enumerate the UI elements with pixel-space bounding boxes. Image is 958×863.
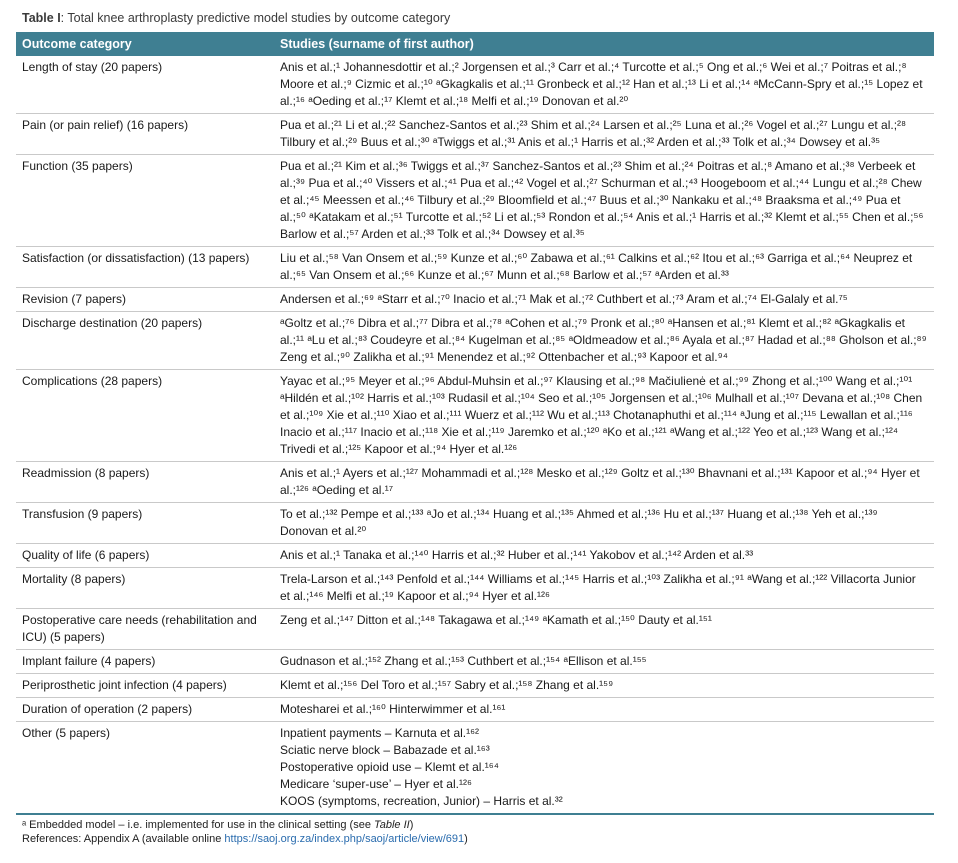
studies-text: Anis et al.;¹ Tanaka et al.;¹⁴⁰ Harris et al.;³² Huber et al.;¹⁴¹ Yakobov et al.;¹⁴² Arden et al.³³ <box>280 548 754 562</box>
references-footnote <box>22 832 950 846</box>
studies-text: Medicare ‘super-use’ – Hyer et al.¹²⁶ <box>280 777 472 791</box>
studies-text: Inpatient payments – Karnuta et al.¹⁶² <box>280 726 480 740</box>
table-row <box>16 56 934 114</box>
references-close: ) <box>464 833 468 845</box>
outcome-category-cell: Duration of operation (2 papers) <box>16 698 274 722</box>
table-header-row <box>16 32 934 56</box>
table-row <box>16 370 934 462</box>
studies-text: Klemt et al.;¹⁵⁶ Del Toro et al.;¹⁵⁷ Sabry et al.;¹⁵⁸ Zhang et al.¹⁵⁹ <box>280 678 614 692</box>
studies-text: Andersen et al.;⁶⁹ ᵃStarr et al.;⁷⁰ Inacio et al.;⁷¹ Mak et al.;⁷² Cuthbert et al.;⁷³ Aram et al.;⁷⁴ El-Galaly et al.⁷⁵ <box>280 292 848 306</box>
studies-text: Trela-Larson et al.;¹⁴³ Penfold et al.;¹⁴⁴ Williams et al.;¹⁴⁵ Harris et al.;¹⁰³ Zalikha et al.;⁹¹ ᵃWang et al.;¹²² Villacorta Junior et al.;¹⁴⁶ Melfi et al.;¹⁹ Kapoor et al.;⁹⁴ Hyer et al.¹²⁶ <box>280 572 916 603</box>
outcome-category-cell: Transfusion (9 papers) <box>16 503 274 544</box>
table-row <box>16 288 934 312</box>
outcome-category-cell: Periprosthetic joint infection (4 papers) <box>16 674 274 698</box>
studies-text: Pua et al.;²¹ Kim et al.;³⁶ Twiggs et al.;³⁷ Sanchez-Santos et al.;²³ Shim et al.;²⁴ Poitras et al.;⁸ Amano et al.;³⁸ Verbeek et al.;³⁹ Pua et al.;⁴⁰ Vissers et al.;⁴¹ Pua et al.;⁴² Vogel et al.;²⁷ Schurman et al.;⁴³ Hoogeboom et al.;⁴⁴ Lungu et al.;²⁸ Chew et al.;⁴⁵ Meessen et al.;⁴⁶ Tilbury et al.;²⁹ Bloomfield et al.;⁴⁷ Buus et al.;³⁰ Nankaku et al.;⁴⁸ Braaksma et al.;⁴⁹ Pua et al.;⁵⁰ ᵃKatakam et al.;⁵¹ Turcotte et al.;⁵² Li et al.;⁵³ Rondon et al.;⁵⁴ Anis et al.;¹ Harris et al.;³² Klemt et al.;⁵⁵ Chen et al.;⁵⁶ Barlow et al.;⁵⁷ Arden et al.;³³ Tolk et al.;³⁴ Dowsey et al.³⁵ <box>280 159 924 241</box>
references-text: References: Appendix A (available online <box>22 833 225 845</box>
studies-cell <box>274 462 934 503</box>
outcome-category-cell: Complications (28 papers) <box>16 370 274 462</box>
studies-cell <box>274 247 934 288</box>
outcome-category-cell: Discharge destination (20 papers) <box>16 312 274 370</box>
studies-cell <box>274 114 934 155</box>
studies-text: To et al.;¹³² Pempe et al.;¹³³ ᵃJo et al.;¹³⁴ Huang et al.;¹³⁵ Ahmed et al.;¹³⁶ Hu et al.;¹³⁷ Huang et al.;¹³⁸ Yeh et al.;¹³⁹ Donovan et al.²⁰ <box>280 507 878 538</box>
studies-cell <box>274 155 934 247</box>
outcome-category-cell: Mortality (8 papers) <box>16 568 274 609</box>
studies-cell <box>274 288 934 312</box>
studies-cell <box>274 698 934 722</box>
embedded-footnote-text: ᵃ Embedded model – i.e. implemented for use in the clinical setting (see <box>22 819 374 831</box>
outcome-category-cell: Length of stay (20 papers) <box>16 56 274 114</box>
studies-text: Gudnason et al.;¹⁵² Zhang et al.;¹⁵³ Cuthbert et al.;¹⁵⁴ ᵃEllison et al.¹⁵⁵ <box>280 654 647 668</box>
page <box>16 0 950 846</box>
studies-cell <box>274 56 934 114</box>
outcome-category-cell: Quality of life (6 papers) <box>16 544 274 568</box>
studies-cell <box>274 674 934 698</box>
table-title: : Total knee arthroplasty predictive model studies by outcome category <box>60 11 451 25</box>
table-caption <box>22 10 950 26</box>
studies-cell <box>274 312 934 370</box>
studies-text: Motesharei et al.;¹⁶⁰ Hinterwimmer et al.¹⁶¹ <box>280 702 506 716</box>
table-row <box>16 247 934 288</box>
table-row <box>16 462 934 503</box>
table-row <box>16 155 934 247</box>
outcome-category-cell: Satisfaction (or dissatisfaction) (13 papers) <box>16 247 274 288</box>
studies-text: Sciatic nerve block – Babazade et al.¹⁶³ <box>280 743 490 757</box>
table-row <box>16 609 934 650</box>
table-row <box>16 698 934 722</box>
outcome-category-cell: Revision (7 papers) <box>16 288 274 312</box>
table-row <box>16 722 934 815</box>
table-row <box>16 544 934 568</box>
studies-cell <box>274 609 934 650</box>
studies-text: Anis et al.;¹ Ayers et al.;¹²⁷ Mohammadi et al.;¹²⁸ Mesko et al.;¹²⁹ Goltz et al.;¹³⁰ Bhavnani et al.;¹³¹ Kapoor et al.;⁹⁴ Hyer et al.;¹²⁶ ᵃOeding et al.¹⁷ <box>280 466 920 497</box>
table-body <box>16 56 934 814</box>
table-label: Table I <box>22 11 61 25</box>
studies-cell <box>274 370 934 462</box>
embedded-footnote-ref: Table II <box>374 819 410 831</box>
header-outcome-category: Outcome category <box>16 32 274 56</box>
studies-cell <box>274 503 934 544</box>
studies-text: Zeng et al.;¹⁴⁷ Ditton et al.;¹⁴⁸ Takagawa et al.;¹⁴⁹ ᵃKamath et al.;¹⁵⁰ Dauty et al.¹⁵¹ <box>280 613 712 627</box>
studies-text: KOOS (symptoms, recreation, Junior) – Harris et al.³² <box>280 794 563 808</box>
embedded-footnote-close: ) <box>409 819 414 831</box>
studies-cell <box>274 544 934 568</box>
outcome-category-cell: Pain (or pain relief) (16 papers) <box>16 114 274 155</box>
studies-cell <box>274 650 934 674</box>
header-studies: Studies (surname of first author) <box>274 32 934 56</box>
table-row <box>16 568 934 609</box>
outcome-category-cell: Postoperative care needs (rehabilitation and ICU) (5 papers) <box>16 609 274 650</box>
table-row <box>16 674 934 698</box>
studies-cell <box>274 722 934 815</box>
outcome-category-cell: Function (35 papers) <box>16 155 274 247</box>
embedded-footnote <box>22 818 950 832</box>
studies-text: ᵃGoltz et al.;⁷⁶ Dibra et al.;⁷⁷ Dibra et al.;⁷⁸ ᵃCohen et al.;⁷⁹ Pronk et al.;⁸⁰ ᵃHansen et al.;⁸¹ Klemt et al.;⁸² ᵃGkagkalis et al.;¹¹ ᵃLu et al.;⁸³ Coudeyre et al.;⁸⁴ Kugelman et al.;⁸⁵ ᵃOldmeadow et al.;⁸⁶ Ayala et al.;⁸⁷ Hadad et al.;⁸⁸ Gholson et al.;⁸⁹ Zeng et al.;⁹⁰ Zalikha et al.;⁹¹ Menendez et al.;⁹² Ottenbacher et al.;⁹³ Kapoor et al.⁹⁴ <box>280 316 927 364</box>
references-link[interactable]: https://saoj.org.za/index.php/saoj/article/view/691 <box>224 833 465 845</box>
outcome-category-cell: Implant failure (4 papers) <box>16 650 274 674</box>
studies-cell <box>274 568 934 609</box>
studies-text: Liu et al.;⁵⁸ Van Onsem et al.;⁵⁹ Kunze et al.;⁶⁰ Zabawa et al.;⁶¹ Calkins et al.;⁶² Itou et al.;⁶³ Garriga et al.;⁶⁴ Neuprez et al.;⁶⁵ Van Onsem et al.;⁶⁶ Kunze et al.;⁶⁷ Munn et al.;⁶⁸ Barlow et al.;⁵⁷ ᵃArden et al.³³ <box>280 251 913 282</box>
studies-text: Yayac et al.;⁹⁵ Meyer et al.;⁹⁶ Abdul-Muhsin et al.;⁹⁷ Klausing et al.;⁹⁸ Mačiulienė et al.;⁹⁹ Zhong et al.;¹⁰⁰ Wang et al.;¹⁰¹ ᵃHildén et al.;¹⁰² Harris et al.;¹⁰³ Rudasil et al.;¹⁰⁴ Seo et al.;¹⁰⁵ Jorgensen et al.;¹⁰⁶ Mulhall et al.;¹⁰⁷ Devana et al.;¹⁰⁸ Chen et al.;¹⁰⁹ Xie et al.;¹¹⁰ Xiao et al.;¹¹¹ Wuerz et al.;¹¹² Wu et al.;¹¹³ Chotanaphuthi et al.;¹¹⁴ ᵃJung et al.;¹¹⁵ Lewallan et al.;¹¹⁶ Inacio et al.;¹¹⁷ Inacio et al.;¹¹⁸ Xie et al.;¹¹⁹ Jaremko et al.;¹²⁰ ᵃKo et al.;¹²¹ ᵃWang et al.;¹²² Yeo et al.;¹²³ Wang et al.;¹²⁴ Trivedi et al.;¹²⁵ Kapoor et al.;⁹⁴ Hyer et al.¹²⁶ <box>280 374 923 456</box>
outcome-category-cell: Other (5 papers) <box>16 722 274 815</box>
outcome-studies-table <box>16 32 934 815</box>
studies-text: Postoperative opioid use – Klemt et al.¹⁶⁴ <box>280 760 499 774</box>
studies-text: Pua et al.;²¹ Li et al.;²² Sanchez-Santos et al.;²³ Shim et al.;²⁴ Larsen et al.;²⁵ Luna et al.;²⁶ Vogel et al.;²⁷ Lungu et al.;²⁸ Tilbury et al.;²⁹ Buus et al.;³⁰ ᵃTwiggs et al.;³¹ Anis et al.;¹ Harris et al.;³² Arden et al.;³³ Tolk et al.;³⁴ Dowsey et al.³⁵ <box>280 118 907 149</box>
table-row <box>16 114 934 155</box>
table-row <box>16 312 934 370</box>
table-row <box>16 503 934 544</box>
footnotes <box>22 818 950 846</box>
table-row <box>16 650 934 674</box>
studies-text: Anis et al.;¹ Johannesdottir et al.;² Jorgensen et al.;³ Carr et al.;⁴ Turcotte et al.;⁵ Ong et al.;⁶ Wei et al.;⁷ Poitras et al.;⁸ Moore et al.;⁹ Cizmic et al.;¹⁰ ᵃGkagkalis et al.;¹¹ Gronbeck et al.;¹² Han et al.;¹³ Li et al.;¹⁴ ᵃMcCann-Spry et al.;¹⁵ Lopez et al.;¹⁶ ᵃOeding et al.;¹⁷ Klemt et al.;¹⁸ Melfi et al.;¹⁹ Donovan et al.²⁰ <box>280 60 923 108</box>
outcome-category-cell: Readmission (8 papers) <box>16 462 274 503</box>
